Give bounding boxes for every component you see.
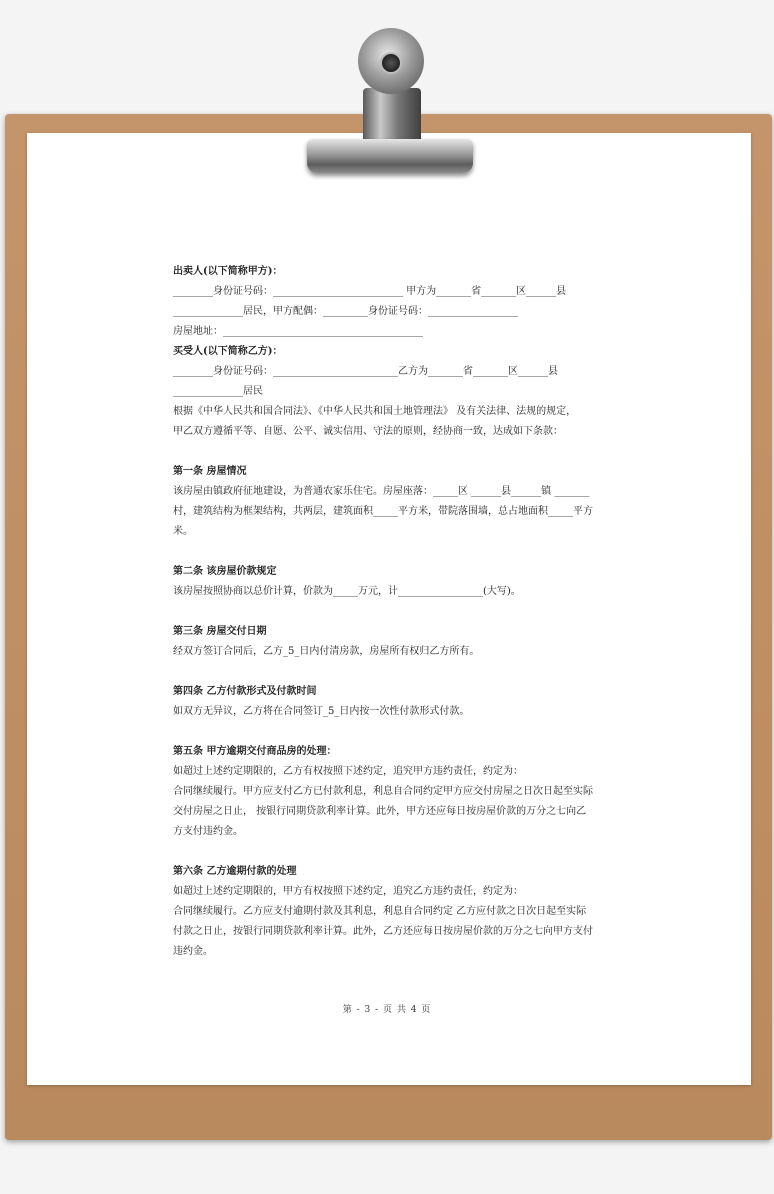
- body-line: 村，建筑结构为框架结构，共两层，建筑面积_____平方米，带院落围墙，总占地面积_____平方: [173, 506, 593, 517]
- spacer: [173, 842, 613, 862]
- body-line: 交付房屋之日止， 按银行同期贷款利率计算。此外，甲方还应每日按房屋价款的万分之七向乙: [173, 806, 587, 817]
- body-line: 房屋地址：________________________________________: [173, 326, 423, 337]
- section-heading: 出卖人(以下简称甲方)：: [173, 266, 283, 277]
- body-line: 付款之日止，按银行同期贷款利率计算。此外，乙方还应每日按房屋价款的万分之七向甲方支付: [173, 926, 593, 937]
- spacer: [173, 722, 613, 742]
- body-line: 如超过上述约定期限的，甲方有权按照下述约定，追究乙方违约责任，约定为：: [173, 886, 523, 897]
- spacer: [173, 542, 613, 562]
- spacer: [173, 442, 613, 462]
- spacer: [173, 662, 613, 682]
- section-heading: 买受人(以下简称乙方)：: [173, 346, 283, 357]
- section-heading: 第四条 乙方付款形式及付款时间: [173, 686, 317, 697]
- body-line: 合同继续履行。甲方应支付乙方已付款利息，利息自合同约定甲方应交付房屋之日次日起至实际: [173, 786, 593, 797]
- body-line: 违约金。: [173, 946, 213, 957]
- body-line: 合同继续履行。乙方应支付逾期付款及其利息，利息自合同约定 乙方应付款之日次日起至实际: [173, 906, 587, 917]
- body-line: 方支付违约金。: [173, 826, 243, 837]
- contract-body: [173, 262, 613, 962]
- body-line: 根据《中华人民共和国合同法》、《中华人民共和国土地管理法》 及有关法律、法规的规定，: [173, 406, 577, 417]
- body-line: 如双方无异议，乙方将在合同签订_5_日内按一次性付款形式付款。: [173, 706, 470, 717]
- body-line: 该房屋按照协商以总价计算，价款为_____万元，计_________________(大写)。: [173, 586, 521, 597]
- body-line: ______________居民，甲方配偶：_________身份证号码：__________________: [173, 306, 518, 317]
- body-line: 经双方签订合同后，乙方_5_日内付清房款，房屋所有权归乙方所有。: [173, 646, 480, 657]
- clip-plate: [307, 139, 473, 173]
- section-heading: 第二条 该房屋价款规定: [173, 566, 277, 577]
- section-heading: 第一条 房屋情况: [173, 466, 247, 477]
- body-line: ________身份证号码：_________________________乙方为_______省_______区______县: [173, 366, 558, 377]
- section-heading: 第三条 房屋交付日期: [173, 626, 267, 637]
- body-line: 甲乙双方遵循平等、自愿、公平、诚实信用、守法的原则，经协商一致，达成如下条款：: [173, 426, 563, 437]
- section-heading: 第五条 甲方逾期交付商品房的处理：: [173, 746, 337, 757]
- body-line: ______________居民: [173, 386, 263, 397]
- spacer: [173, 602, 613, 622]
- body-line: 如超过上述约定期限的，乙方有权按照下述约定，追究甲方违约责任，约定为：: [173, 766, 523, 777]
- body-line: 该房屋由镇政府征地建设，为普通农家乐住宅。房屋座落：_____区 ______县______镇 _______: [173, 486, 590, 497]
- clip-hole-icon: [380, 52, 402, 74]
- body-line: 米。: [173, 526, 193, 537]
- body-line: ________身份证号码：__________________________ 甲方为_______省_______区______县: [173, 286, 567, 297]
- section-heading: 第六条 乙方逾期付款的处理: [173, 866, 297, 877]
- page-number: 第 - 3 - 页 共 4 页: [342, 1005, 432, 1015]
